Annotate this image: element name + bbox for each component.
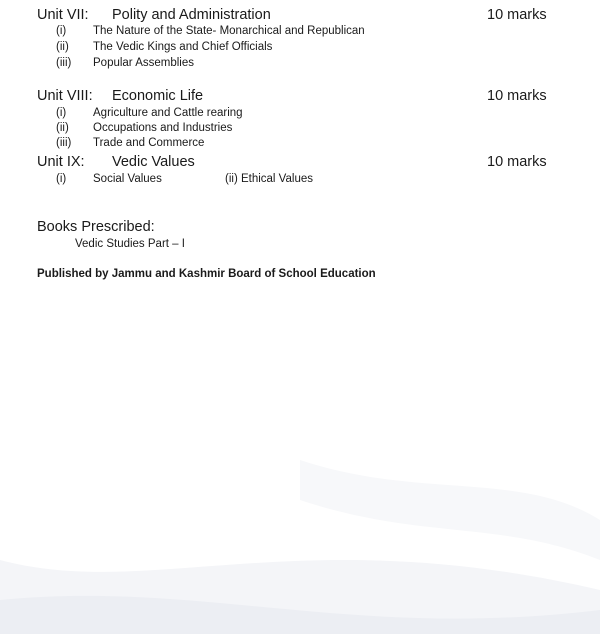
item-number: (i) <box>56 25 67 37</box>
item-number: (iii) <box>56 137 72 149</box>
item-text: Social Values <box>93 173 162 185</box>
unit-heading <box>37 7 557 27</box>
item-number: (iii) <box>56 57 72 69</box>
unit-number: Unit IX: <box>37 154 85 170</box>
unit-title: Economic Life <box>112 88 204 104</box>
unit-marks: 10 marks <box>487 7 547 23</box>
item-text: The Nature of the State- Monarchical and Republican <box>93 25 365 37</box>
unit-title: Vedic Values <box>112 154 195 170</box>
unit-title: Polity and Administration <box>112 7 271 23</box>
unit-heading <box>37 154 557 174</box>
item-number: (ii) <box>56 122 69 134</box>
item-number: (i) <box>56 173 67 185</box>
unit-number: Unit VII: <box>37 7 89 23</box>
item-text: Occupations and Industries <box>93 122 233 134</box>
item-text: Trade and Commerce <box>93 137 205 149</box>
book-title: Vedic Studies Part – I <box>75 238 185 250</box>
item-text: Popular Assemblies <box>93 57 194 69</box>
books-heading: Books Prescribed: <box>37 219 155 235</box>
item-text: The Vedic Kings and Chief Officials <box>93 41 273 53</box>
item-number: (ii) <box>56 41 69 53</box>
unit-number: Unit VIII: <box>37 88 93 104</box>
publisher-line: Published by Jammu and Kashmir Board of School Education <box>37 268 376 280</box>
unit-marks: 10 marks <box>487 154 547 170</box>
item-text: Agriculture and Cattle rearing <box>93 107 243 119</box>
item-text-secondary: (ii) Ethical Values <box>225 173 313 185</box>
unit-heading <box>37 88 557 108</box>
item-number: (i) <box>56 107 67 119</box>
unit-marks: 10 marks <box>487 88 547 104</box>
